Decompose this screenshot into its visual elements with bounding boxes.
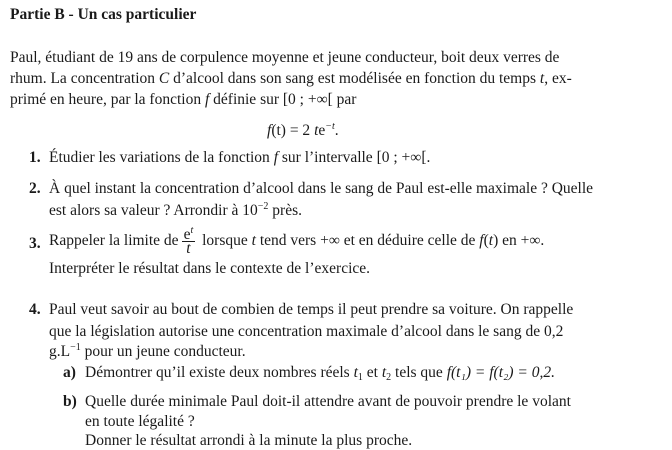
q4-number: 4. (29, 301, 41, 318)
q2-line-2: est alors sa valeur ? Arrondir à $10^{-2}$ près. (49, 201, 302, 219)
section-title: Partie B - Un cas particulier (10, 6, 197, 23)
q4b-line-3: Donner le résultat arrondi à la minute la plus proche. (85, 432, 413, 449)
fraction-e-t-over-t: $\frac{e^t}{t}$ (183, 224, 194, 257)
q3-line-1: Rappeler la limite de $\frac{e^t}{t}$ lorsque t tend vers +∞ et en déduire celle de f(t) en +∞. (49, 224, 545, 257)
q4a-label: a) (63, 364, 76, 381)
q4-line-2: que la législation autorise une concentration maximale d’alcool dans le sang de 0,2 (49, 323, 564, 340)
q4b-line-1: Quelle durée minimale Paul doit-il attendre avant de pouvoir prendre le volant (85, 393, 571, 410)
intro-line-2: rhum. La concentration C d’alcool dans son sang est modélisée en fonction du temps t, ex- (10, 70, 572, 87)
intro-line-1: Paul, étudiant de 19 ans de corpulence moyenne et jeune conducteur, boit deux verres de (10, 49, 560, 66)
q3-line-2: Interpréter le résultat dans le contexte de l’exercice. (49, 260, 371, 277)
formula: f(t) = 2 $te^{-t}$. (267, 121, 339, 139)
q4b-line-2: en toute légalité ? (85, 413, 195, 430)
q4-line-3: $g.L^{-1}$ pour un jeune conducteur. (49, 342, 246, 360)
q3-number: 3. (29, 235, 41, 252)
q2-line-1: À quel instant la concentration d’alcool dans le sang de Paul est-elle maximale ? Quelle (49, 180, 594, 197)
q1-number: 1. (29, 149, 41, 166)
q4a-text: Démontrer qu’il existe deux nombres réels $t_1$ et $t_2$ tels que f(t₁) = f(t₂) = 0,2. (85, 364, 556, 383)
q1-text: Étudier les variations de la fonction f sur l’intervalle [0 ; +∞[. (49, 149, 431, 166)
q4b-label: b) (63, 393, 77, 410)
q2-number: 2. (29, 180, 41, 197)
q4-line-1: Paul veut savoir au bout de combien de temps il peut prendre sa voiture. On rappelle (49, 301, 574, 318)
intro-line-3: primé en heure, par la fonction f définie sur [0 ; +∞[ par (10, 91, 357, 108)
